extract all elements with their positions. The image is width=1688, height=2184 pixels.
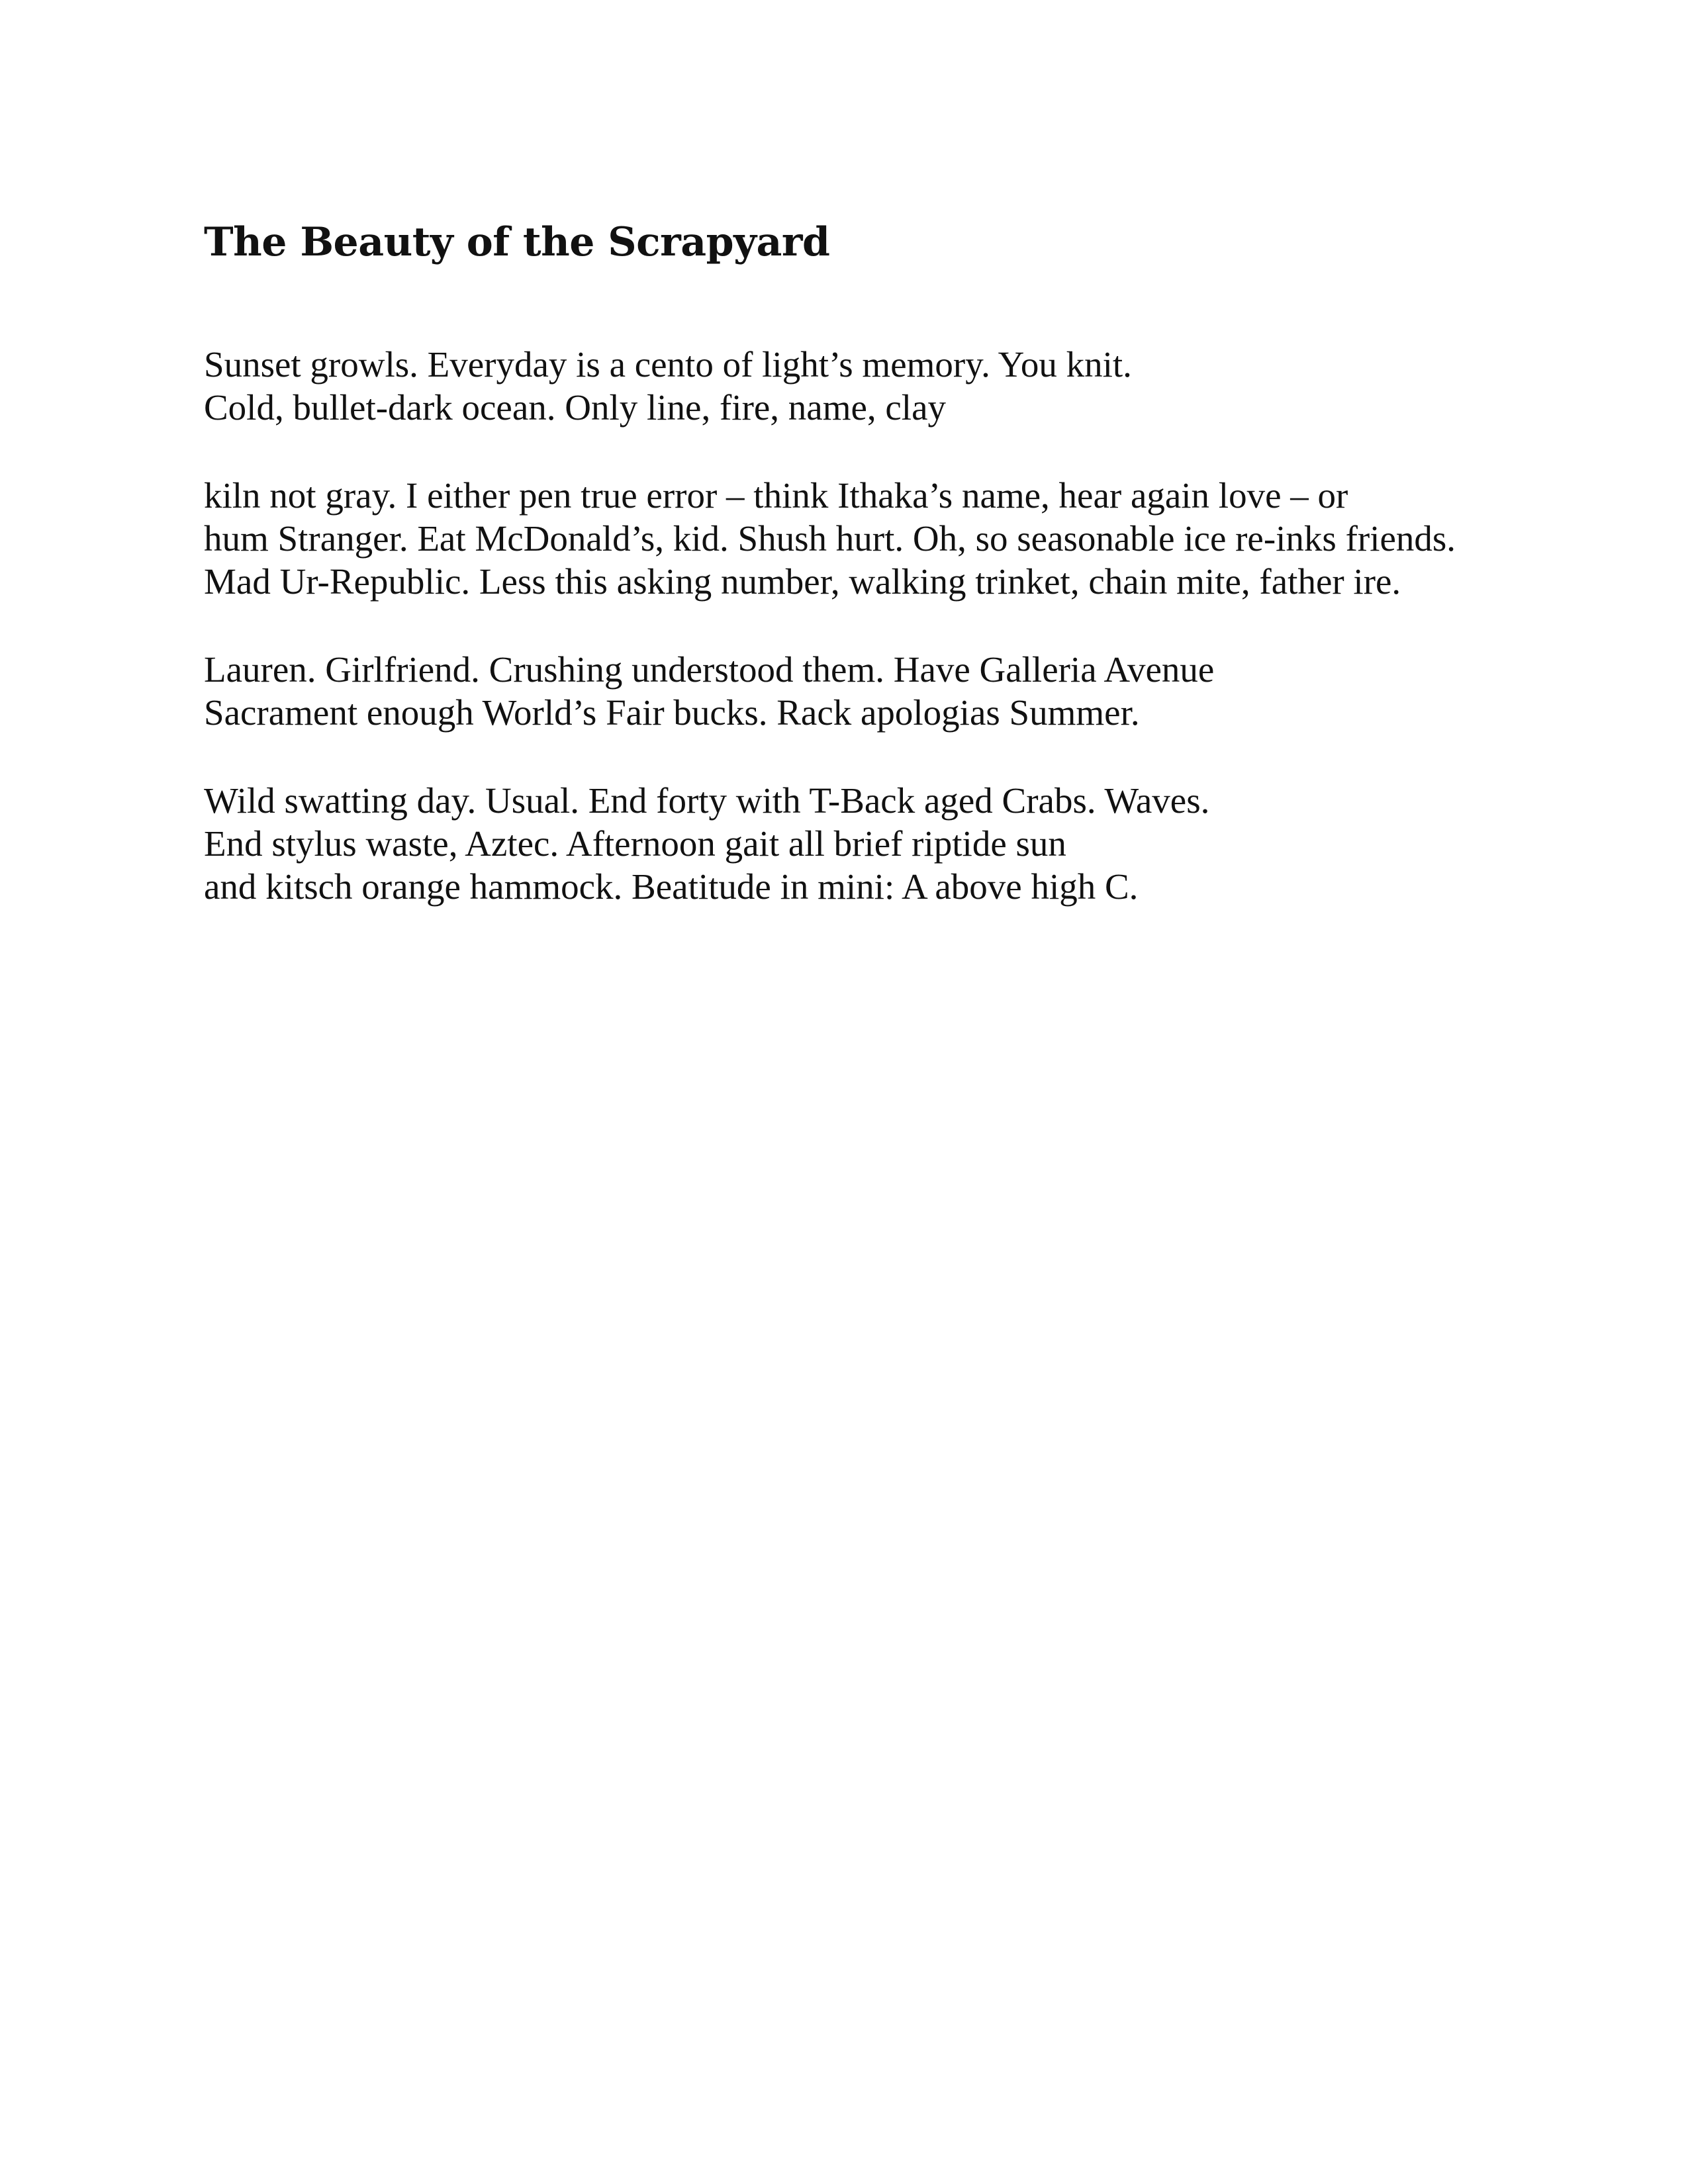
stanza-3 bbox=[204, 648, 1594, 734]
poem-line: Wild swatting day. Usual. End forty with T-Back aged Crabs. Waves. bbox=[204, 780, 1210, 821]
poem-line: Mad Ur-Republic. Less this asking number, walking trinket, chain mite, father ire. bbox=[204, 561, 1401, 602]
poem-line: Sunset growls. Everyday is a cento of light’s memory. You knit. bbox=[204, 344, 1132, 385]
stanza-4 bbox=[204, 779, 1594, 908]
poem-line: and kitsch orange hammock. Beatitude in mini: A above high C. bbox=[204, 866, 1139, 907]
poem-page bbox=[204, 218, 1594, 953]
poem-line: Sacrament enough World’s Fair bucks. Rack apologias Summer. bbox=[204, 692, 1140, 733]
poem-line: Cold, bullet-dark ocean. Only line, fire, name, clay bbox=[204, 387, 947, 428]
poem-title: The Beauty of the Scrapyard bbox=[204, 219, 830, 265]
poem-line: End stylus waste, Aztec. Afternoon gait all brief riptide sun bbox=[204, 823, 1066, 864]
poem-line: Lauren. Girlfriend. Crushing understood them. Have Galleria Avenue bbox=[204, 649, 1215, 690]
poem-line: hum Stranger. Eat McDonald’s, kid. Shush hurt. Oh, so seasonable ice re-inks friends. bbox=[204, 518, 1456, 559]
stanza-2 bbox=[204, 474, 1594, 603]
poem-line: kiln not gray. I either pen true error – think Ithaka’s name, hear again love – or bbox=[204, 475, 1348, 516]
stanza-1 bbox=[204, 343, 1594, 429]
